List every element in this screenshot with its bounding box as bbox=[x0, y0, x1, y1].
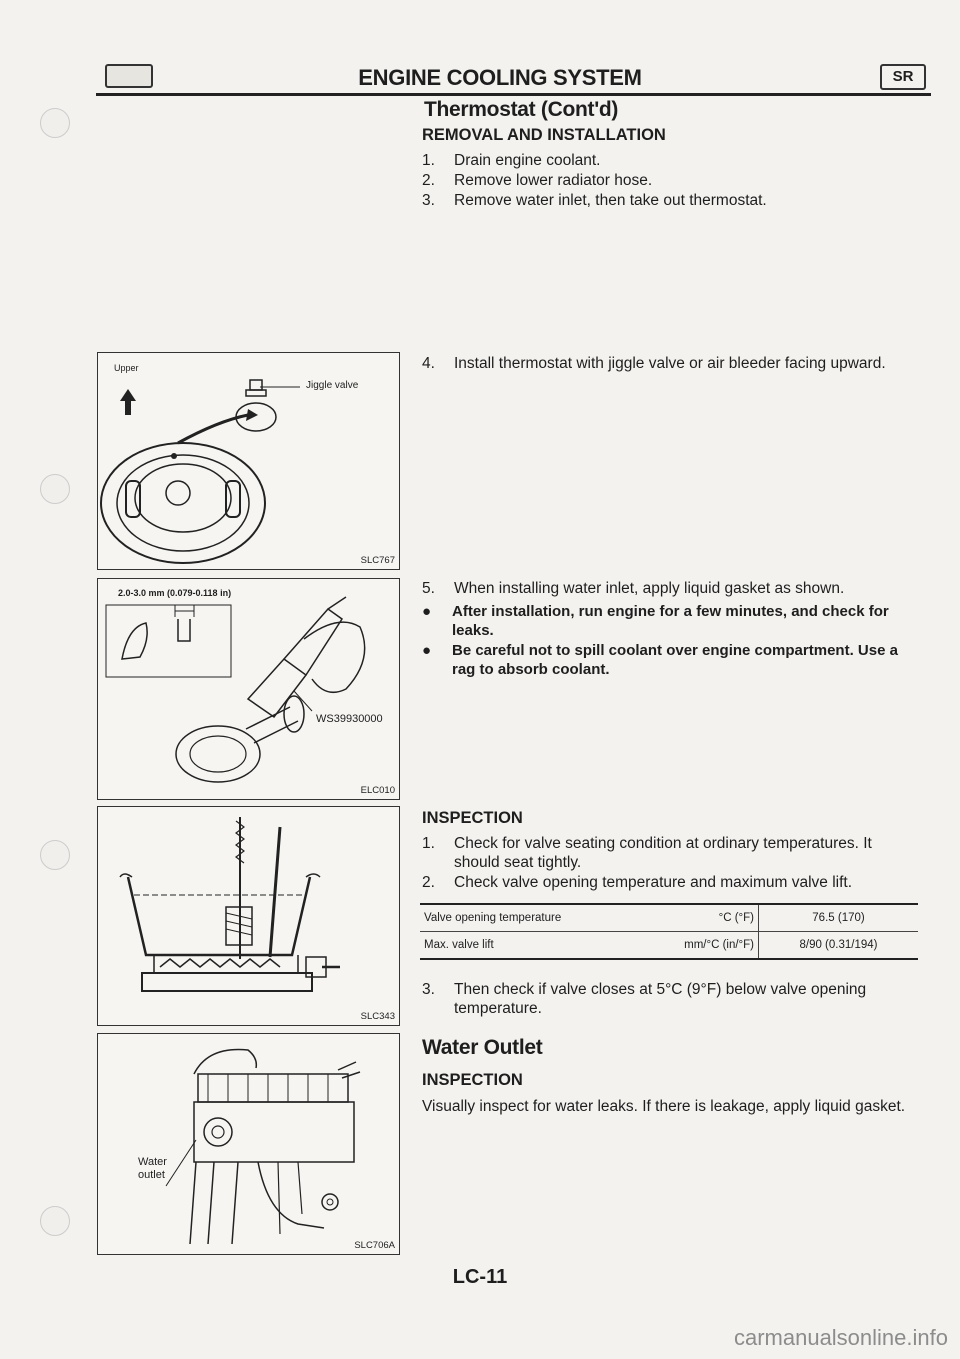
watermark: carmanualsonline.info bbox=[733, 1325, 948, 1350]
figure-thermostat-test bbox=[97, 806, 400, 1026]
removal-note-2 bbox=[422, 641, 920, 679]
spec-value: 8/90 (0.31/194) bbox=[799, 939, 878, 951]
figure-label-upper: Upper bbox=[114, 363, 139, 373]
step-text: Install thermostat with jiggle valve or air bleeder facing upward. bbox=[454, 355, 886, 372]
label-line-1: Water bbox=[138, 1156, 167, 1168]
section-title: Thermostat (Cont'd) bbox=[424, 98, 619, 121]
header-title: ENGINE COOLING SYSTEM bbox=[358, 65, 642, 90]
spec-item: Max. valve lift bbox=[424, 939, 494, 951]
step-text: Drain engine coolant. bbox=[454, 152, 601, 169]
table-row bbox=[420, 905, 918, 931]
inspection-step-1 bbox=[422, 834, 920, 872]
figure-code: SLC706A bbox=[354, 1240, 395, 1251]
figure-liquid-gasket bbox=[97, 578, 400, 800]
binder-hole-1 bbox=[40, 108, 70, 138]
removal-step-5 bbox=[422, 579, 920, 598]
heating-test-illustration bbox=[98, 807, 399, 1025]
engine-illustration bbox=[98, 1034, 399, 1254]
binder-hole-4 bbox=[40, 1206, 70, 1236]
figure-code: ELC010 bbox=[360, 785, 395, 796]
figure-water-outlet bbox=[97, 1033, 400, 1255]
gasket-illustration bbox=[98, 579, 399, 799]
page-number: LC-11 bbox=[452, 1266, 508, 1288]
bullet: ● bbox=[422, 642, 432, 659]
removal-note-1 bbox=[422, 602, 920, 640]
figure-label-jiggle-valve: Jiggle valve bbox=[306, 380, 359, 391]
step-text: Remove water inlet, then take out thermostat. bbox=[454, 192, 767, 209]
figure-label-tool: WS39930000 bbox=[316, 713, 383, 725]
step-number: 1. bbox=[422, 835, 435, 852]
label-line-2: outlet bbox=[138, 1169, 165, 1181]
table-row bbox=[420, 931, 918, 958]
spec-unit: °C (°F) bbox=[654, 905, 759, 931]
removal-step-2 bbox=[422, 171, 922, 190]
step-number: 5. bbox=[422, 580, 435, 597]
step-text: Then check if valve closes at 5°C (9°F) below valve opening temperature. bbox=[454, 981, 867, 1017]
step-text: Remove lower radiator hose. bbox=[454, 172, 653, 189]
step-text: When installing water inlet, apply liquid gasket as shown. bbox=[454, 580, 845, 597]
removal-step-1 bbox=[422, 151, 922, 170]
step-number: 1. bbox=[422, 152, 435, 169]
step-number: 3. bbox=[422, 192, 435, 209]
water-outlet-text: Visually inspect for water leaks. If there is leakage, apply liquid gasket. bbox=[422, 1098, 906, 1115]
removal-step-4 bbox=[422, 354, 920, 373]
header-left-box bbox=[105, 64, 153, 88]
inspection-title: INSPECTION bbox=[422, 809, 523, 827]
step-number: 2. bbox=[422, 874, 435, 891]
spec-unit: mm/°C (in/°F) bbox=[654, 932, 759, 958]
binder-hole-3 bbox=[40, 840, 70, 870]
removal-step-3 bbox=[422, 191, 922, 210]
removal-title: REMOVAL AND INSTALLATION bbox=[422, 126, 666, 144]
binder-hole-2 bbox=[40, 474, 70, 504]
spec-value: 76.5 (170) bbox=[812, 912, 865, 924]
spec-item: Valve opening temperature bbox=[424, 912, 562, 924]
step-number: 4. bbox=[422, 355, 435, 372]
water-outlet-inspection-title: INSPECTION bbox=[422, 1071, 523, 1089]
figure-label-water-outlet bbox=[138, 1156, 167, 1182]
bullet: ● bbox=[422, 603, 432, 620]
step-number: 2. bbox=[422, 172, 435, 189]
spec-table bbox=[420, 903, 918, 960]
note-text: After installation, run engine for a few minutes, and check for leaks. bbox=[452, 603, 889, 639]
figure-thermostat-jiggle-valve bbox=[97, 352, 400, 570]
header-divider bbox=[96, 93, 931, 96]
water-outlet-title: Water Outlet bbox=[422, 1036, 543, 1059]
header-badge: SR bbox=[880, 64, 926, 90]
step-text: Check valve opening temperature and maximum valve lift. bbox=[454, 874, 853, 891]
figure-code: SLC767 bbox=[360, 555, 395, 566]
figure-label-dimension: 2.0-3.0 mm (0.079-0.118 in) bbox=[118, 588, 232, 598]
inspection-step-3 bbox=[422, 980, 920, 1018]
figure-code: SLC343 bbox=[360, 1011, 395, 1022]
inspection-step-2 bbox=[422, 873, 920, 892]
step-number: 3. bbox=[422, 981, 435, 998]
step-text: Check for valve seating condition at ordinary temperatures. It should seat tightly. bbox=[454, 835, 872, 871]
note-text: Be careful not to spill coolant over engine compartment. Use a rag to absorb coolant. bbox=[452, 642, 898, 678]
